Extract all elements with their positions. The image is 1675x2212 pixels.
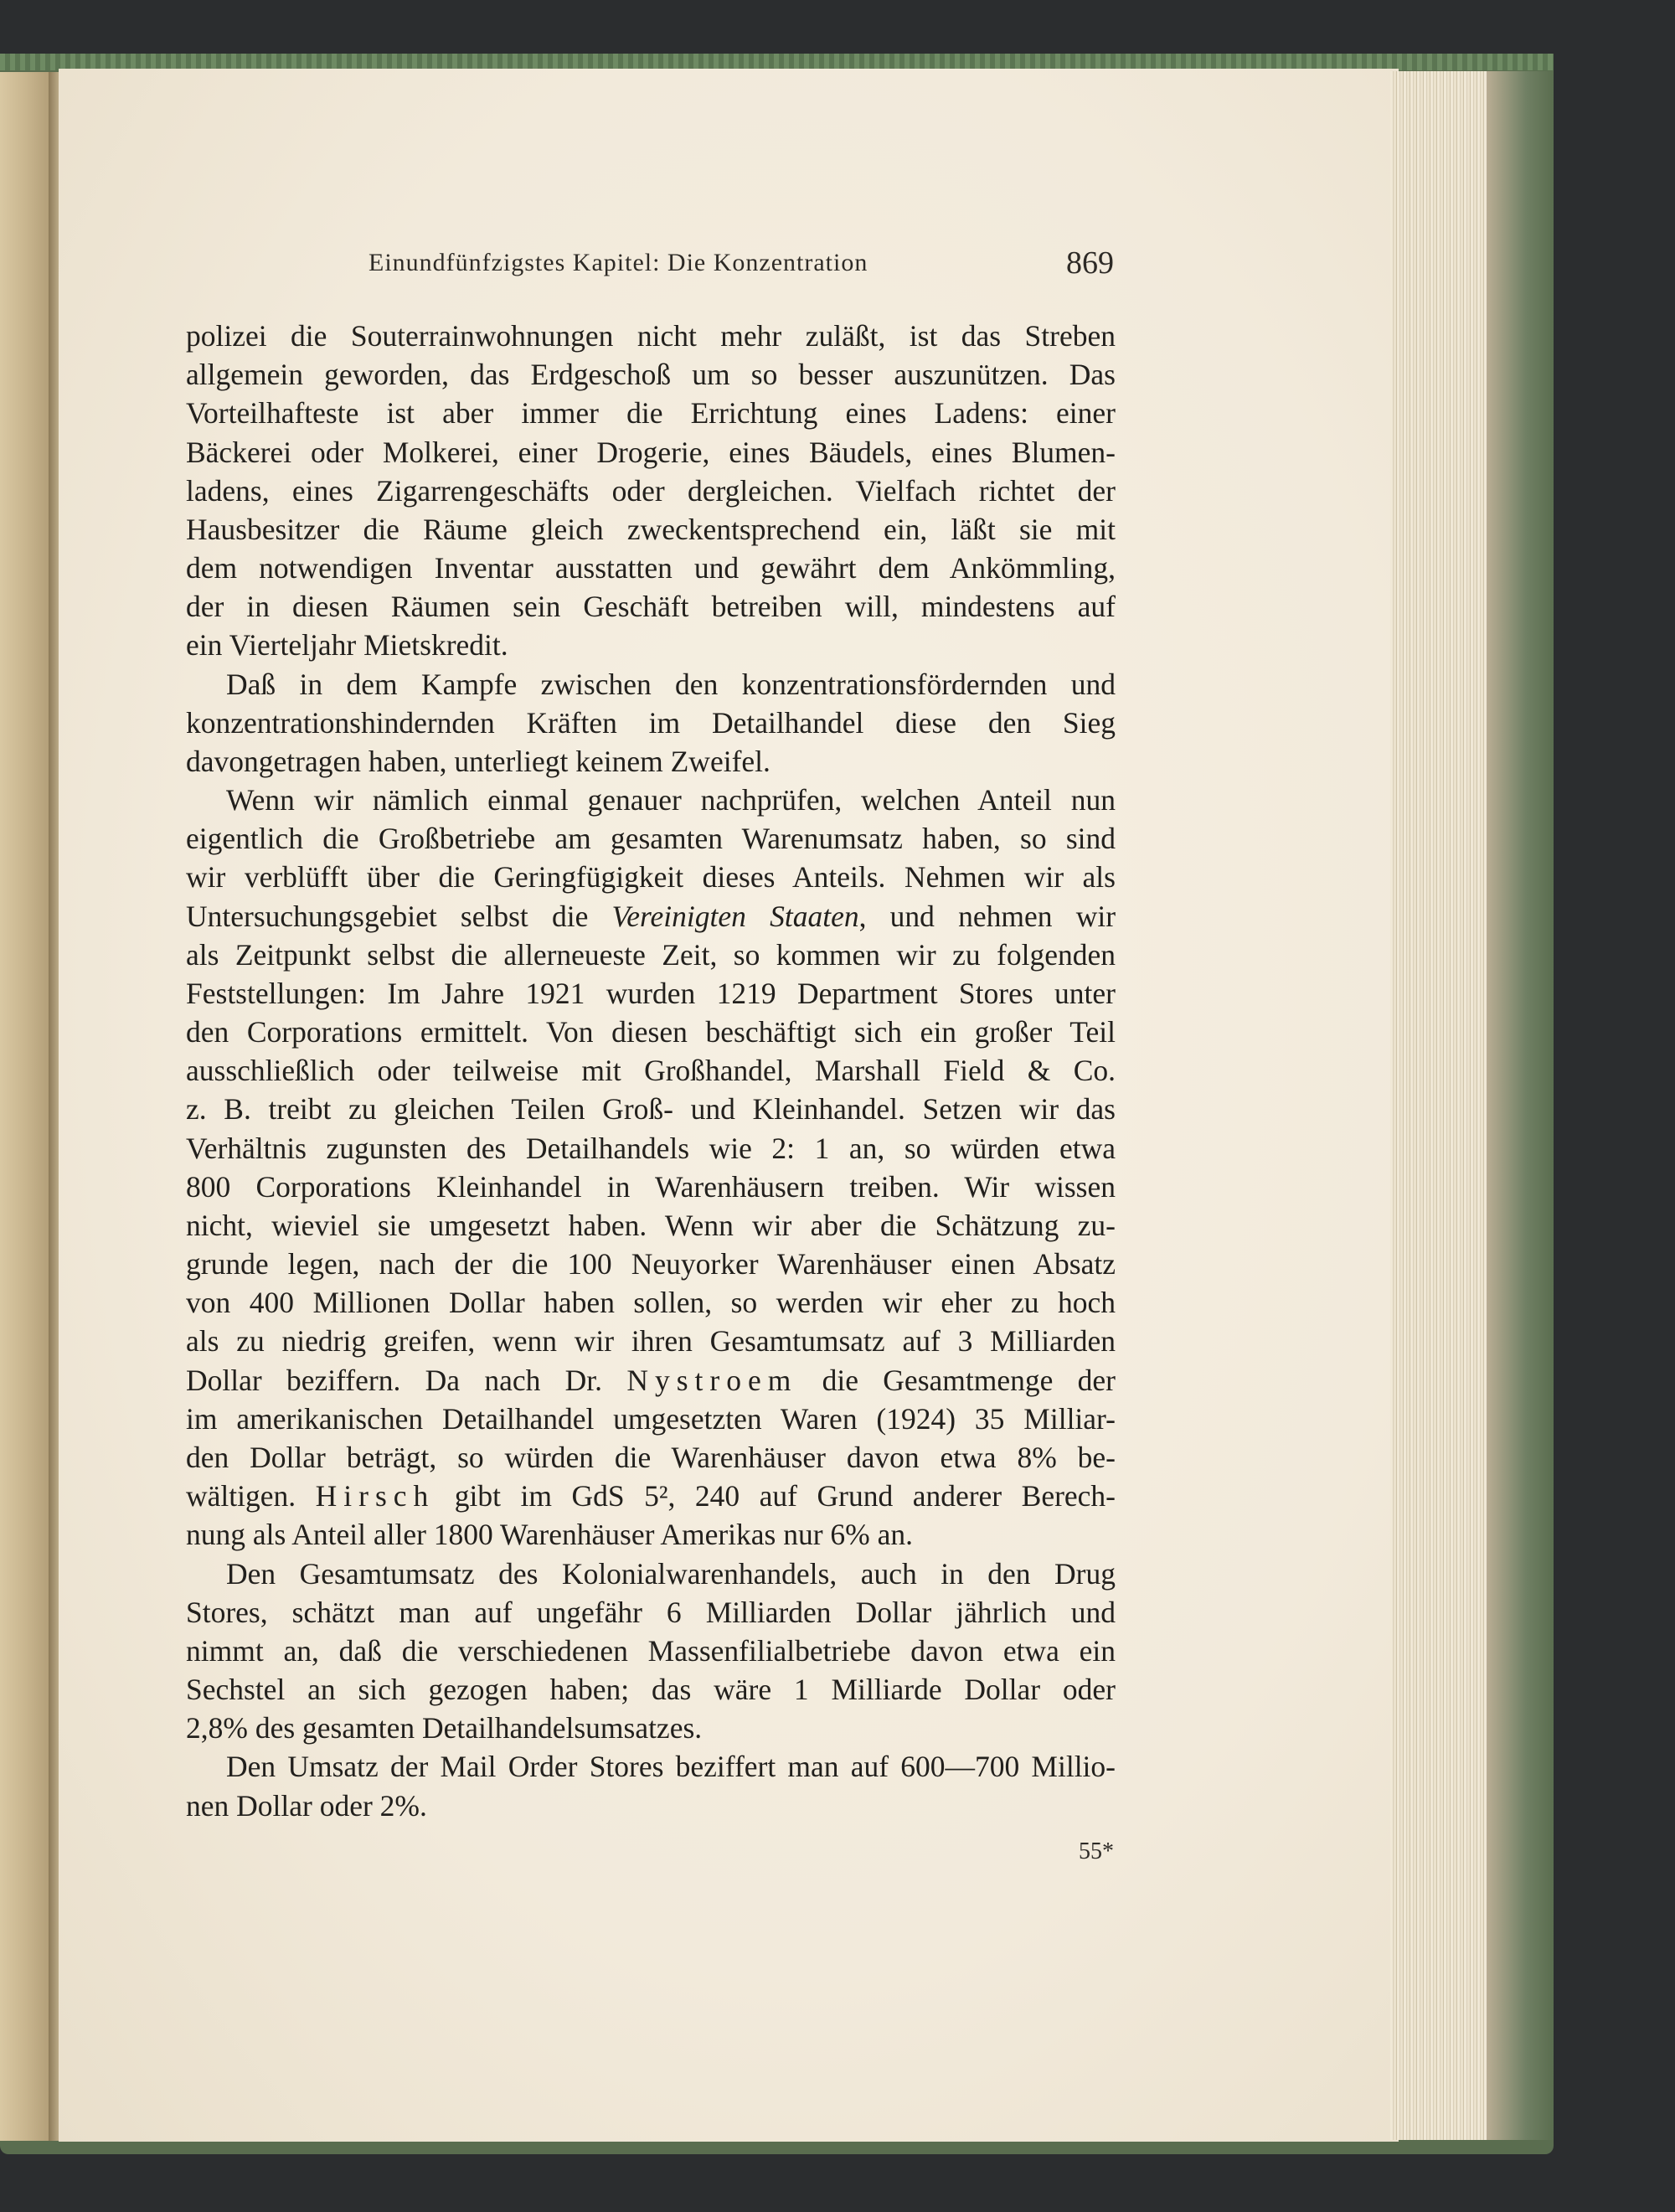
left-page-edge: [0, 72, 50, 2141]
text-line: dem notwendigen Inventar ausstatten und gewährt dem Ankömmling,: [186, 551, 1116, 585]
running-title: Einundfünfzigstes Kapitel: Die Konzentration: [368, 249, 868, 276]
text-line: Daß in dem Kampfe zwischen den konzentrationsfördernden und: [226, 667, 1116, 701]
emphasis-hirsch: Hirsch: [315, 1479, 436, 1513]
text-line: den Dollar beträgt, so würden die Warenhäuser davon etwa 8% be-: [186, 1440, 1116, 1474]
text-line: der in diesen Räumen sein Geschäft betreiben will, mindestens auf: [186, 590, 1116, 624]
text-line: ladens, eines Zigarrengeschäfts oder dergleichen. Vielfach richtet der: [186, 473, 1116, 508]
text-line: Sechstel an sich gezogen haben; das wäre 1 Milliarde Dollar oder: [186, 1673, 1116, 1707]
text-line: Verhältnis zugunsten des Detailhandels wie 2: 1 an, so würden etwa: [186, 1131, 1116, 1165]
text-line: den Corporations ermittelt. Von diesen beschäftigt sich ein großer Teil: [186, 1015, 1116, 1049]
text-line: als zu niedrig greifen, wenn wir ihren Gesamtumsatz auf 3 Milliarden: [186, 1324, 1116, 1359]
text-line: [186, 1361, 1116, 1400]
text-run: wältigen.: [186, 1479, 316, 1513]
text-line: Feststellungen: Im Jahre 1921 wurden 1219 Department Stores unter: [186, 976, 1116, 1010]
text-line: als Zeitpunkt selbst die allerneueste Zeit, so kommen wir zu folgenden: [186, 937, 1116, 972]
text-run: die Gesamtmenge der: [797, 1363, 1116, 1397]
text-line: 800 Corporations Kleinhandel in Warenhäusern treiben. Wir wissen: [186, 1169, 1116, 1204]
text-line: nicht, wieviel sie umgesetzt haben. Wenn wir aber die Schätzung zu-: [186, 1208, 1116, 1242]
text-line: im amerikanischen Detailhandel umgesetzten Waren (1924) 35 Milliar-: [186, 1401, 1116, 1436]
text-line: Wenn wir nämlich einmal genauer nachprüfen, welchen Anteil nun: [226, 783, 1116, 817]
text-line: davongetragen haben, unterliegt keinem Zweifel.: [186, 744, 770, 778]
text-line: z. B. treibt zu gleichen Teilen Groß- und Kleinhandel. Setzen wir das: [186, 1092, 1116, 1127]
text-run: , und nehmen wir: [858, 899, 1116, 933]
text-line: grunde legen, nach der die 100 Neuyorker Warenhäuser einen Absatz: [186, 1247, 1116, 1281]
text-line: wir verblüfft über die Geringfügigkeit dieses Anteils. Nehmen wir als: [186, 860, 1116, 895]
text-line: allgemein geworden, das Erdgeschoß um so besser auszunützen. Das: [186, 358, 1116, 392]
text-line: [186, 1477, 1116, 1515]
body-text: [186, 317, 1116, 1825]
page-edge-shadow: [1487, 71, 1554, 2140]
text-line: Den Umsatz der Mail Order Stores beziffert man auf 600—700 Millio-: [226, 1750, 1116, 1784]
text-line: nen Dollar oder 2%.: [186, 1788, 427, 1823]
text-line: Vorteilhafteste ist aber immer die Errichtung eines Ladens: einer: [186, 396, 1116, 431]
text-run: Dollar beziffern. Da nach Dr.: [186, 1363, 627, 1397]
text-line: eigentlich die Großbetriebe am gesamten Warenumsatz haben, so sind: [186, 822, 1116, 856]
text-line: Bäckerei oder Molkerei, einer Drogerie, eines Bäudels, eines Blumen-: [186, 435, 1116, 469]
text-line: 2,8% des gesamten Detailhandelsumsatzes.: [186, 1711, 703, 1745]
text-line: von 400 Millionen Dollar haben sollen, so werden wir eher zu hoch: [186, 1286, 1116, 1320]
text-line: Den Gesamtumsatz des Kolonialwarenhandels, auch in den Drug: [226, 1556, 1116, 1591]
emphasis-nystroem: Nystroem: [626, 1363, 798, 1397]
signature-mark: 55*: [1079, 1838, 1114, 1864]
text-line: ausschließlich oder teilweise mit Großhandel, Marshall Field & Co.: [186, 1054, 1116, 1088]
running-header: [368, 245, 1114, 291]
text-line: [186, 897, 1116, 936]
text-line: Hausbesitzer die Räume gleich zweckentsprechend ein, läßt sie mit: [186, 512, 1116, 546]
text-line: nimmt an, daß die verschiedenen Massenfilialbetriebe davon etwa ein: [186, 1633, 1116, 1668]
page-fore-edge: [1390, 71, 1487, 2140]
text-line: nung als Anteil aller 1800 Warenhäuser Amerikas nur 6% an.: [186, 1518, 913, 1552]
page-number: 869: [1066, 245, 1114, 281]
text-run: Untersuchungsgebiet selbst die: [186, 899, 612, 933]
cover-cloth-edge: [0, 54, 1554, 70]
text-line: konzentrationshindernden Kräften im Detailhandel diese den Sieg: [186, 705, 1116, 740]
text-line: ein Vierteljahr Mietskredit.: [186, 628, 508, 663]
text-line: Stores, schätzt man auf ungefähr 6 Milliarden Dollar jährlich und: [186, 1595, 1116, 1629]
text-run: gibt im GdS 5², 240 auf Grund anderer Berech-: [435, 1479, 1116, 1513]
emphasis-vereinigte-staaten: Vereinigten Staaten: [611, 899, 859, 933]
text-line: polizei die Souterrainwohnungen nicht mehr zuläßt, ist das Streben: [186, 319, 1116, 353]
